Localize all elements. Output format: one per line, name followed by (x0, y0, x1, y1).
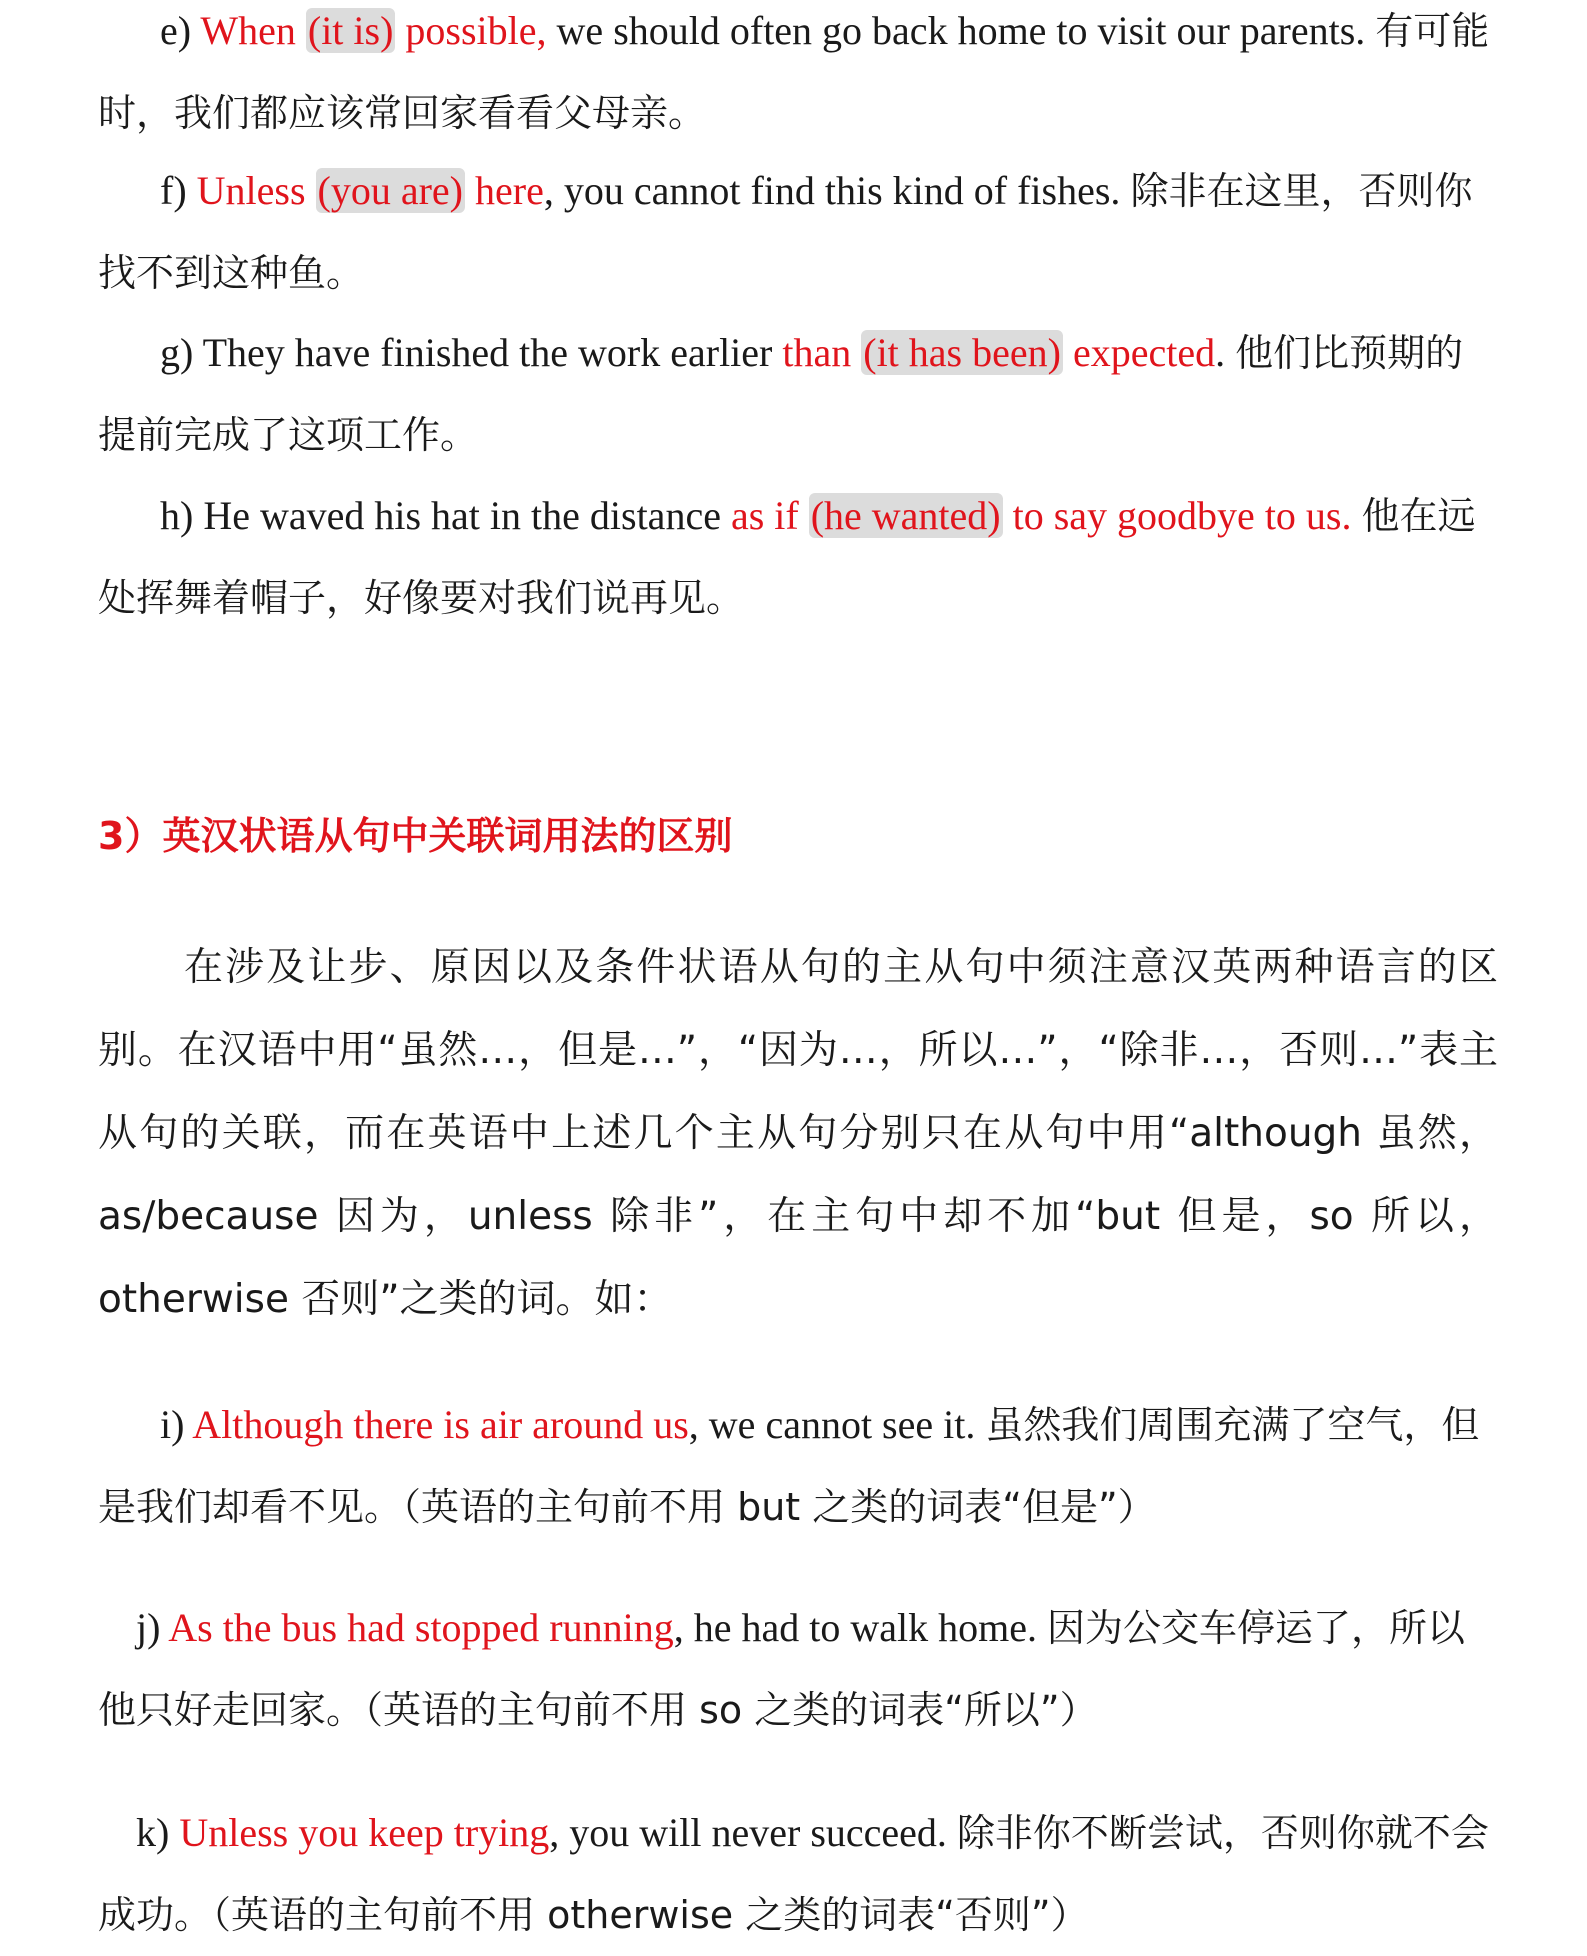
red-phrase: As the bus had stopped running (168, 1605, 674, 1650)
chinese-translation: 他在远处挥舞着帽子，好像要对我们说再见。 (98, 494, 1476, 620)
sentence-pre: They have finished the work earlier (193, 330, 783, 375)
example-label: j) (136, 1605, 161, 1650)
example-j (98, 1587, 1498, 1751)
red-phrase: expected (1072, 330, 1216, 375)
example-label: f) (160, 168, 187, 213)
sentence-rest: . (1215, 330, 1226, 375)
red-phrase: When (200, 8, 296, 53)
chinese-translation: 有可能时，我们都应该常回家看看父母亲。 (98, 9, 1490, 135)
omitted-words-highlight: (it has been) (863, 330, 1061, 375)
example-f (98, 150, 1498, 314)
sentence-rest: we should often go back home to visit our parents. (546, 8, 1366, 53)
red-phrase: Unless (196, 168, 306, 213)
omitted-words-highlight: (you are) (317, 168, 463, 213)
red-phrase: than (782, 330, 852, 375)
example-label: e) (160, 8, 192, 53)
chinese-translation: 因为公交车停运了，所以他只好走回家。（英语的主句前不用 so 之类的词表“所以”） (98, 1606, 1466, 1732)
sentence-rest: , he had to walk home. (673, 1605, 1037, 1650)
example-label: h) (160, 493, 194, 538)
sentence-pre: He waved his hat in the distance (193, 493, 731, 538)
red-phrase: to say goodbye to us. (1012, 493, 1352, 538)
red-phrase: here (475, 168, 544, 213)
example-label: k) (136, 1810, 170, 1855)
red-phrase: Although there is air around us (192, 1402, 689, 1447)
example-label: i) (160, 1402, 185, 1447)
sentence-rest: , you will never succeed. (549, 1810, 947, 1855)
intro-paragraph: 在涉及让步、原因以及条件状语从句的主从句中须注意汉英两种语言的区别。在汉语中用“虽然…，但是…”，“因为…，所以…”，“除非…，否则…”表主从句的关联，而在英语中上述几个主从句分别只在从句中用“although 虽然，as/because 因为，unless 除非”，在主句中却不加“but 但是，so 所以，otherwise 否则”之类的词。如： (98, 945, 1498, 1322)
chinese-translation: 虽然我们周围充满了空气，但是我们却看不见。（英语的主句前不用 but 之类的词表“但是”） (98, 1403, 1480, 1529)
example-e (98, 0, 1498, 154)
sentence-rest: , you cannot find this kind of fishes. (543, 168, 1121, 213)
section-heading: 3）英汉状语从句中关联词用法的区别 (98, 814, 733, 858)
sentence-rest: , we cannot see it. (688, 1402, 976, 1447)
omitted-words-highlight: (it is) (307, 8, 394, 53)
chinese-translation: 除非在这里，否则你找不到这种鱼。 (98, 169, 1473, 295)
example-g (98, 312, 1498, 476)
chinese-translation: 除非你不断尝试，否则你就不会成功。（英语的主句前不用 otherwise 之类的词表“否则”） (98, 1811, 1489, 1937)
omitted-words-highlight: (he wanted) (810, 493, 1001, 538)
example-h (98, 475, 1498, 639)
example-i (98, 1384, 1498, 1548)
chinese-translation: 他们比预期的提前完成了这项工作。 (98, 331, 1464, 457)
red-phrase: possible, (405, 8, 547, 53)
example-label: g) (160, 330, 194, 375)
example-k (98, 1792, 1498, 1956)
red-phrase: Unless you keep trying (179, 1810, 550, 1855)
red-phrase: as if (730, 493, 799, 538)
